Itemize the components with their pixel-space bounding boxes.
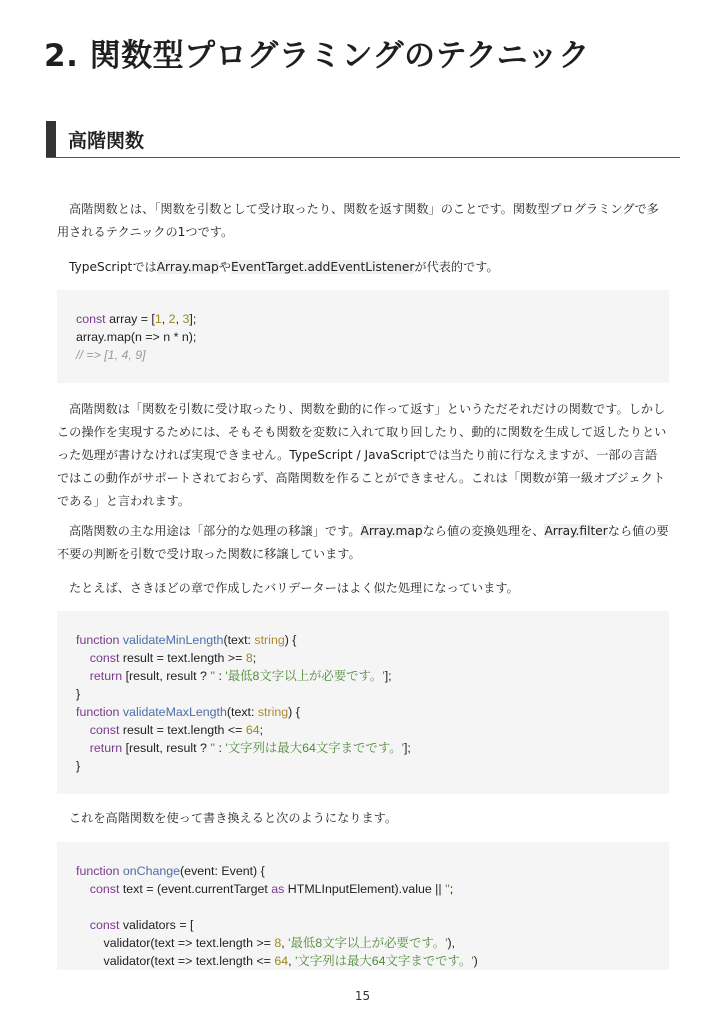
paragraph-definition: 高階関数は「関数を引数に受け取ったり、関数を動的に作って返す」というただそれだけの関数です。しかしこの操作を実現するためには、そもそも関数を変数に入れて取り回したり、動的に関数を生成して返したりといった処理が書けなければ実現できません。TypeScript / JavaScriptでは当たり前に行なえますが、一部の言語ではこの動作がサポートされておらず、高階関数を作ることができません。これは「関数が第一級オブジェクトである」と言われます。 (57, 402, 667, 508)
code-line: function validateMaxLength(text: string) { (76, 705, 300, 719)
section-bar (46, 121, 56, 157)
code-line: const array = [1, 2, 3]; (76, 312, 197, 326)
inline-code: Array.filter (544, 524, 608, 538)
inline-code: Array.map (360, 524, 423, 538)
code-line: return [result, result ? '' : '最低8文字以上が必要です。']; (89, 669, 392, 683)
inline-code: Array.map (156, 260, 219, 274)
inline-code: EventTarget.addEventListener (230, 260, 415, 274)
code-comment: // => [1, 4, 9] (76, 348, 146, 362)
code-line: const validators = [ (89, 918, 194, 932)
text: が代表的です。 (414, 260, 499, 274)
section-title: 高階関数 (68, 130, 145, 152)
paragraph-examples (57, 256, 669, 279)
section-heading (46, 121, 680, 158)
paragraph-intro: 高階関数とは、「関数を引数として受け取ったり、関数を返す関数」のことです。関数型プログラミングで多用されるテクニックの1つです。 (57, 202, 659, 239)
paragraph-validator: たとえば、さきほどの章で作成したバリデーターはよく似た処理になっています。 (69, 581, 519, 595)
code-line: validator(text => text.length >= 8, '最低8文字以上が必要です。'), (103, 936, 456, 950)
text: 高階関数の主な用途は「部分的な処理の移譲」です。 (69, 524, 361, 538)
code-line: validator(text => text.length <= 64, '文字列は最大64文字までです。') (103, 954, 478, 968)
text: TypeScriptでは (69, 260, 157, 274)
code-block-validators (57, 611, 669, 794)
text: や (218, 260, 231, 274)
code-blank-line (76, 898, 669, 916)
text: なら値の変換処理を、 (422, 524, 545, 538)
code-line: function validateMinLength(text: string) { (76, 633, 297, 647)
code-line: const result = text.length <= 64; (89, 723, 264, 737)
code-line: } (76, 759, 81, 773)
chapter-title: 2. 関数型プログラミングのテクニック (44, 38, 590, 74)
code-block-array-map (57, 290, 669, 383)
code-line: function onChange(event: Event) { (76, 864, 265, 878)
paragraph-usage (57, 520, 669, 566)
code-line: array.map(n => n * n); (76, 330, 197, 344)
code-line: } (76, 687, 81, 701)
code-block-onchange (57, 842, 669, 970)
page-number: 15 (354, 989, 371, 1003)
code-line: return [result, result ? '' : '文字列は最大64文字までです。']; (89, 741, 411, 755)
code-line: const text = (event.currentTarget as HTMLInputElement).value || ''; (89, 882, 454, 896)
text: なら値の要不要の判断を引数で受け取った関数に移譲しています。 (57, 524, 669, 561)
code-line: const result = text.length >= 8; (89, 651, 257, 665)
paragraph-rewrite: これを高階関数を使って書き換えると次のようになります。 (69, 811, 398, 825)
